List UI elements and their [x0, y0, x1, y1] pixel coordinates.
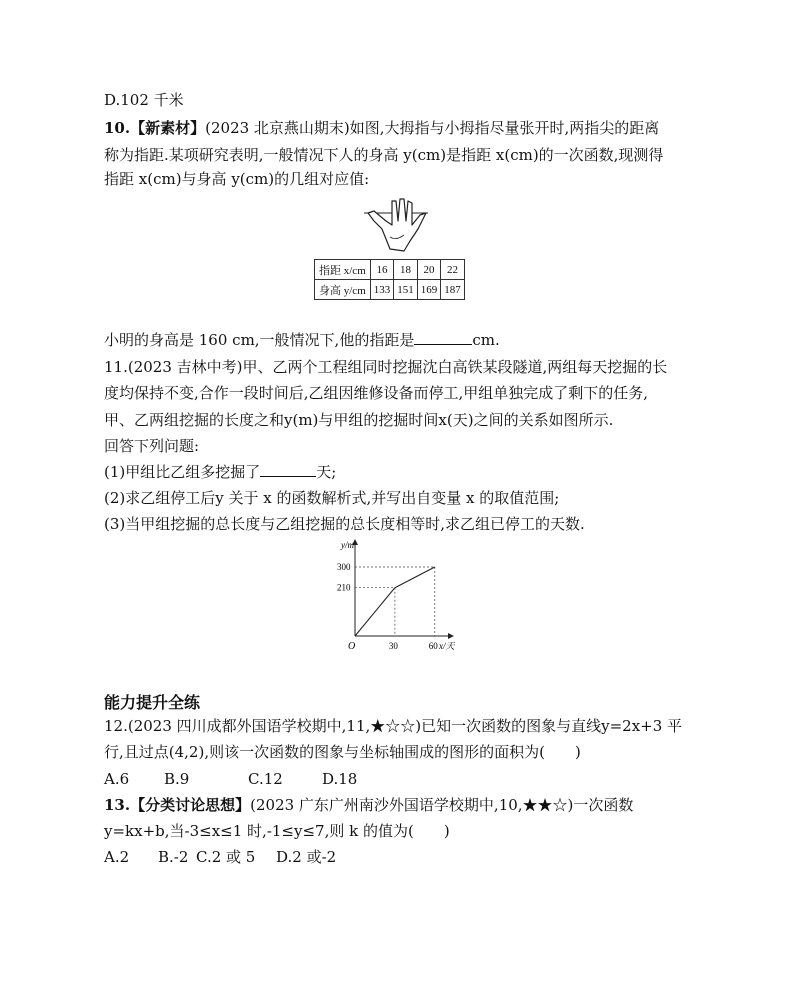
table-row [315, 260, 465, 280]
choice-d[interactable]: D.2 或-2 [276, 848, 337, 866]
x-tick-label: 30 [388, 641, 398, 651]
excavation-graph [335, 536, 465, 654]
answer-blank[interactable] [414, 330, 472, 345]
q13-line-2: y=kx+b,当-3≤x≤1 时,-1≤y≤7,则 k 的值为( ) [104, 822, 450, 840]
table-cell: 187 [441, 280, 465, 300]
choice-b[interactable]: B.9 [164, 770, 190, 788]
q10-line-3: 指距 x(cm)与身高 y(cm)的几组对应值: [104, 170, 370, 188]
q11-part-2: (2)求乙组停工后y 关于 x 的函数解析式,并写出自变量 x 的取值范围; [104, 489, 560, 507]
q11-line-3: 甲、乙两组挖掘的长度之和y(m)与甲组的挖掘时间x(天)之间的关系如图所示. [104, 411, 614, 429]
table-cell: 169 [417, 280, 441, 300]
q10-line-1 [104, 118, 659, 138]
q13-number: 13. [104, 796, 131, 814]
origin-label: O [348, 641, 356, 652]
q10-unit: cm. [472, 331, 500, 349]
y-tick-label: 300 [337, 562, 351, 572]
table-cell: 133 [370, 280, 394, 300]
choice-c[interactable]: C.12 [248, 770, 283, 788]
q13-choices [104, 847, 336, 867]
choice-b[interactable]: B.-2 [158, 848, 189, 866]
q10-answer-line [104, 330, 500, 350]
y-tick-label: 210 [337, 582, 351, 593]
series-segment [355, 588, 395, 636]
q12-line-1: 12.(2023 四川成都外国语学校期中,11,★☆☆)已知一次函数的图象与直线y=2x+3 平 [104, 717, 683, 735]
table-row [315, 280, 465, 300]
tick-labels [337, 562, 438, 651]
q10-answer-text: 小明的身高是 160 cm,一般情况下,他的指距是 [104, 331, 415, 349]
q13-tag: 【分类讨论思想】 [130, 796, 251, 814]
hand-span-illustration [360, 191, 432, 255]
choice-c[interactable]: C.2 或 5 [196, 848, 256, 866]
table-cell: 151 [394, 280, 418, 300]
q9-option-d: D.102 千米 [104, 91, 184, 109]
table-header-cell: 指距 x/cm [315, 260, 371, 280]
x-tick-label: 60 [428, 641, 438, 651]
choice-a[interactable]: A.2 [104, 848, 130, 866]
choice-a[interactable]: A.6 [104, 770, 130, 788]
q12-choices [104, 769, 357, 789]
series-segment [395, 567, 435, 588]
table-header-cell: 身高 y/cm [315, 280, 371, 300]
q10-text: (2023 北京燕山期末)如图,大拇指与小拇指尽量张开时,两指尖的距离 [205, 119, 660, 137]
q11-line-4: 回答下列问题: [104, 437, 200, 455]
q11-line-2: 度均保持不变,合作一段时间后,乙组因维修设备而停工,甲组单独完成了剩下的任务, [104, 384, 649, 402]
q13-line-1 [104, 795, 633, 815]
q11-part-1-text: (1)甲组比乙组多挖掘了 [104, 463, 261, 481]
q13-text: (2023 广东广州南沙外国语学校期中,10,★★☆)一次函数 [250, 796, 634, 814]
q10-tag: 【新素材】 [130, 119, 206, 137]
table-cell: 18 [394, 260, 418, 280]
q12-line-2: 行,且过点(4,2),则该一次函数的图象与坐标轴围成的图形的面积为( ) [104, 743, 581, 761]
table-cell: 20 [417, 260, 441, 280]
table-cell: 22 [441, 260, 465, 280]
answer-blank[interactable] [260, 462, 316, 477]
q10-number: 10. [104, 119, 131, 137]
q11-part-1-unit: 天; [316, 463, 337, 481]
q10-line-2: 称为指距.某项研究表明,一般情况下人的身高 y(cm)是指距 x(cm)的一次函数,现测得 [104, 146, 664, 164]
q11-part-3: (3)当甲组挖掘的总长度与乙组挖掘的总长度相等时,求乙组已停工的天数. [104, 515, 585, 533]
x-axis-label: x/天 [439, 641, 455, 651]
y-axis-label: y/m [341, 540, 354, 550]
q11-line-1: 11.(2023 吉林中考)甲、乙两个工程组同时挖掘沈白高铁某段隧道,两组每天挖掘的长 [104, 358, 668, 376]
span-height-table [314, 259, 465, 300]
table-cell: 16 [370, 260, 394, 280]
choice-d[interactable]: D.18 [322, 770, 358, 788]
guide-lines [355, 567, 435, 636]
section-title: 能力提升全练 [104, 693, 201, 712]
q11-part-1 [104, 462, 336, 482]
